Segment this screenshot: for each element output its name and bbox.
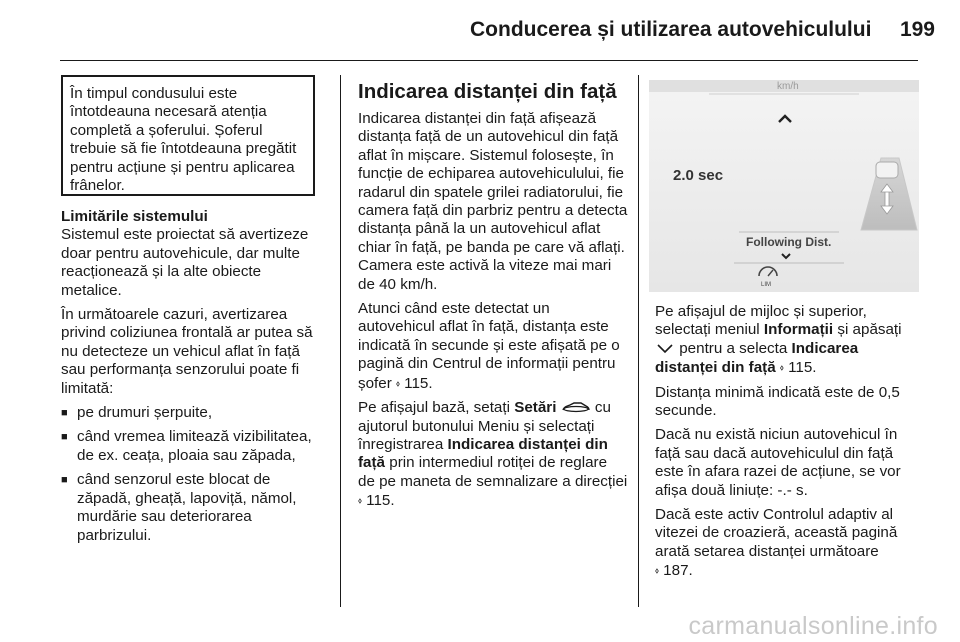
time-gap-value: 2.0 sec: [673, 167, 724, 184]
cross-reference-icon: ⬫: [779, 359, 784, 376]
page-reference: 187.: [663, 562, 693, 580]
running-header-title: Conducerea și utilizarea autovehiculului: [470, 18, 872, 41]
page-reference: 115.: [788, 359, 817, 377]
page-reference: 115.: [366, 492, 395, 510]
list-item: ■ pe drumuri șerpuite,: [61, 404, 326, 422]
footer: [0, 598, 960, 642]
display-graphic: [649, 80, 919, 292]
left-column-body: [61, 208, 326, 551]
speed-unit-label: km/h: [777, 81, 799, 92]
bullet-list: [61, 404, 326, 545]
paragraph: Indicarea distanței din față afișează distanța față de un autovehicul din față aflat în mișcare. Sistemul folosește, în funcție de echiparea autovehiculului, fie radarul din spatele grilei radiatorului, fie camera față din parbriz pentru a detecta distanța până la un autovehicul aflat chiar în față, pe banda pe care vă aflați. Camera este activă la viteze mai mari de 40 km/h.: [358, 110, 628, 293]
chevron-down-icon: [655, 342, 675, 354]
column-divider-right: [638, 75, 639, 607]
bold-term: Indicarea distanței din față: [655, 339, 859, 377]
section-heading: Indicarea distanței din față: [358, 80, 617, 103]
paragraph: Atunci când este detectat un autovehicul aflat în față, distanța este indicată în secunde și este afișată pe o pagină din Centrul de informații pentru șofer ⬫ 115.: [358, 300, 620, 392]
watermark-text: carmanualsonline.info: [688, 612, 938, 640]
header-rule: [60, 60, 918, 61]
paragraph: Sistemul este proiectat să avertizeze doar pentru autovehicule, dar multe reacționează și la alte obiecte metalice.: [61, 226, 309, 299]
list-item: ■ când vremea limitează vizibilitatea, de ex. ceața, ploaia sau zăpada,: [61, 428, 326, 465]
warning-box: [61, 75, 315, 196]
cross-reference-icon: ⬫: [358, 492, 362, 509]
limiter-label: LIM: [761, 282, 772, 288]
column-divider-left: [340, 75, 341, 607]
warning-text: În timpul condusului este întotdeauna necesară atenția completă a șoferului. Șoferul trebuie să fie întotdeauna pregătit pentru acțiune și pentru aplicarea frânelor.: [70, 85, 297, 195]
car-settings-icon: [561, 401, 591, 413]
page-reference: 115.: [404, 374, 433, 392]
paragraph: Distanța minimă indicată este de 0,5 secunde.: [655, 383, 900, 420]
bold-term: Informații: [763, 321, 834, 339]
bold-term: Setări: [514, 399, 557, 417]
list-item: ■ când senzorul este blocat de zăpadă, gheață, lapoviță, nămol, murdărie sau deteriorarea parbrizului.: [61, 471, 326, 545]
page-number: 199: [899, 18, 935, 41]
cross-reference-icon: ⬫: [655, 562, 659, 579]
subheading-limitations: Limitările sistemului: [61, 208, 208, 225]
paragraph: Pe afișajul bază, setați Setări cu ajutorul butonului Meniu și selectați înregistrarea Indicarea distanței din față prin intermediul rotiței de reglare de pe maneta de semnalizare a direcției ⬫ 115.: [358, 399, 628, 510]
paragraph: În următoarele cazuri, avertizarea privind coliziunea frontală ar putea să nu detecteze un vehicul aflat în față sau performanța senzorului poate fi limitată:: [61, 306, 313, 397]
middle-column-body: [358, 80, 628, 517]
paragraph: Pe afișajul de mijloc și superior, selectați meniul Informații și apăsați pentru a selecta Indicarea distanței din față ⬫ 115.: [655, 303, 902, 377]
instrument-display-image: [649, 80, 919, 292]
bold-term: Indicarea distanței din față: [358, 435, 608, 472]
right-column-body: [655, 303, 920, 587]
vehicle-ahead-icon: [876, 162, 898, 178]
paragraph: Dacă este activ Controlul adaptiv al vitezei de croazieră, această pagină arată setarea distanței următoare ⬫ 187.: [655, 506, 898, 580]
display-page-label: Following Dist.: [746, 235, 832, 249]
cross-reference-icon: ⬫: [396, 374, 400, 391]
paragraph: Dacă nu există niciun autovehicul în față sau dacă autovehiculul din față este în afara razei de acțiune, se vor afișa două liniuțe: -.- s.: [655, 426, 901, 499]
